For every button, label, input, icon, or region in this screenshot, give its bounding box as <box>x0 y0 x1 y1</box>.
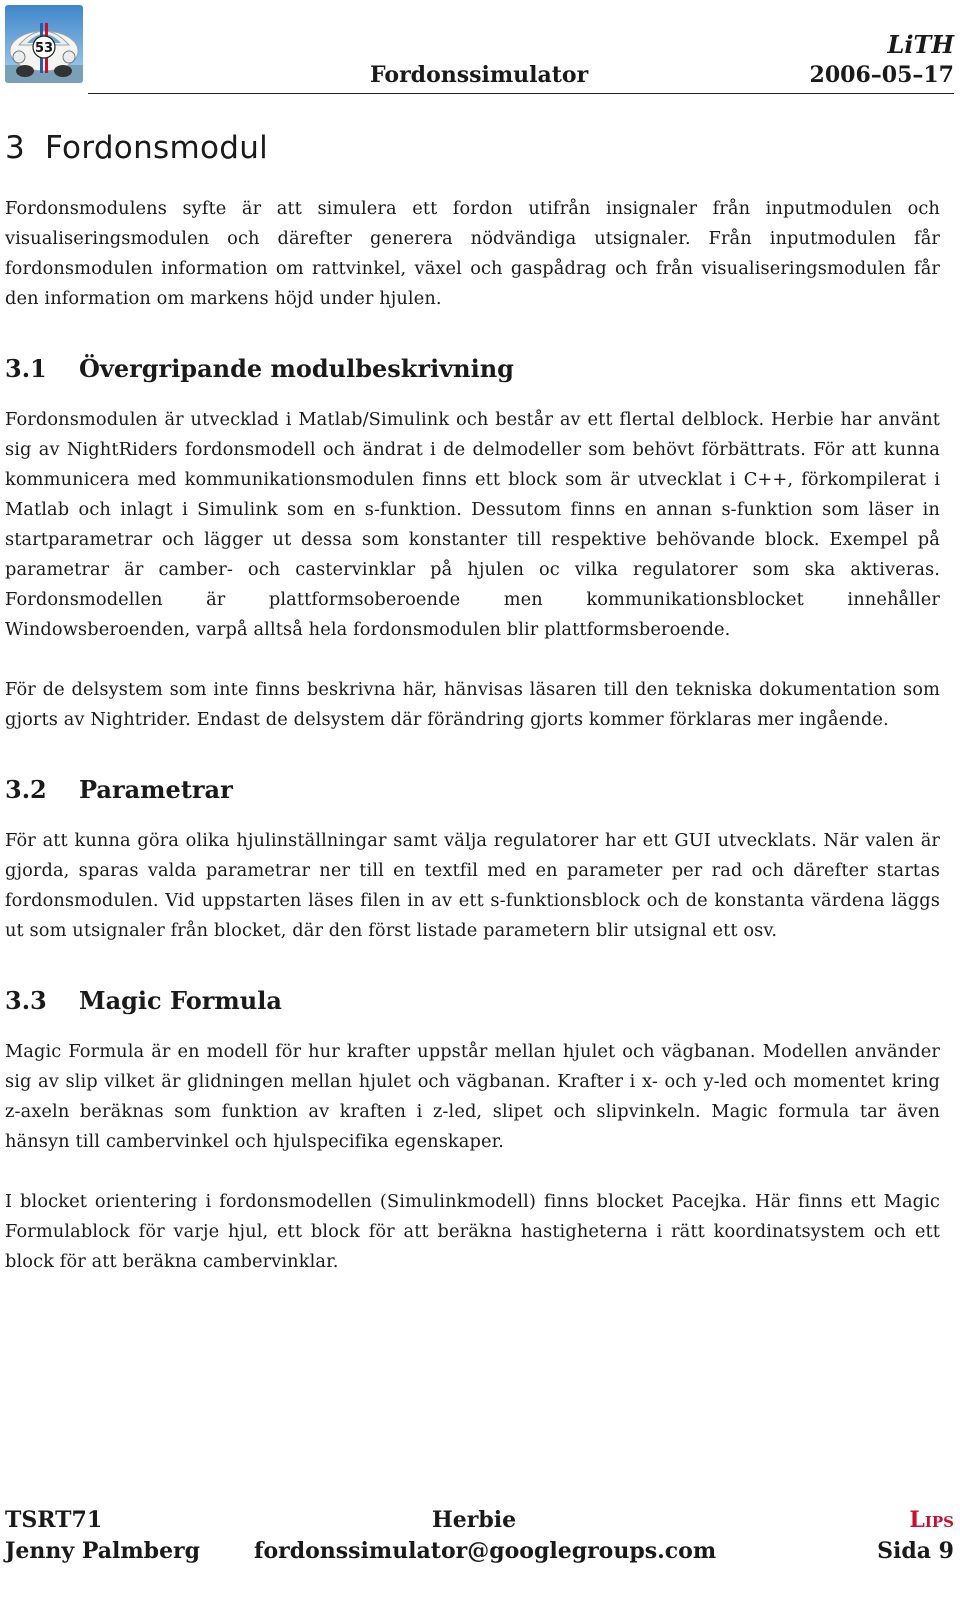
subsection-heading <box>5 354 940 383</box>
paragraph: För de delsystem som inte finns beskrivna här, hänvisas läsaren till den tekniska dokumentation som gjorts av Nightrider. Endast de delsystem där förändring gjorts kommer förklaras mer ingående. <box>5 679 940 730</box>
footer-org: Lips <box>909 1507 954 1533</box>
section-intro-paragraph: Fordonsmodulens syfte är att simulera ett fordon utifrån insignaler från inputmodulen och visualiseringsmodulen och därefter generera nödvändiga utsignaler. Från inputmodulen får fordonsmodulen information om rattvinkel, växel och gaspådrag och från visualiseringsmodulen får den information om markens höjd under hjulen. <box>5 198 940 309</box>
subsection-title: Parametrar <box>79 775 233 804</box>
section-title: Fordonsmodul <box>45 130 269 166</box>
page-header <box>0 62 960 94</box>
footer-course: TSRT71 <box>5 1507 103 1533</box>
paragraph: För att kunna göra olika hjulinställningar samt välja regulatorer har ett GUI utvecklats. När valen är gjorda, sparas valda parametrar ner till en textfil med en parameter per rad och därefter startas fordonsmodulen. Vid uppstarten läses filen in av ett s-funktionsblock och de konstanta värdena läggs ut som utsignaler från blocket, där den först listade parametern blir utsignal ett osv. <box>5 830 940 941</box>
subsection-number: 3.1 <box>5 354 47 383</box>
footer-project: Herbie <box>432 1507 517 1533</box>
section-number: 3 <box>5 130 26 166</box>
logo-badge-number: 53 <box>34 41 54 56</box>
subsection-number: 3.2 <box>5 775 47 804</box>
footer-page-number: Sida 9 <box>877 1538 954 1564</box>
subsection-number: 3.3 <box>5 986 47 1015</box>
section-heading <box>5 130 940 166</box>
footer-author: Jenny Palmberg <box>5 1538 201 1564</box>
header-title: Fordonssimulator <box>370 62 589 88</box>
header-date: 2006–05–17 <box>809 62 954 88</box>
document-body <box>5 130 940 1277</box>
subsection-heading <box>5 986 940 1015</box>
header-org: LiTH <box>887 30 954 59</box>
paragraph: Magic Formula är en modell för hur krafter uppstår mellan hjulet och vägbanan. Modellen använder sig av slip vilket är glidningen mellan hjulet och vägbanan. Krafter i x- och y-led och momentet kring z-axeln beräknas som funktion av kraften i z-led, slipet och slipvinkeln. Magic formula tar även hänsyn till cambervinkel och hjulspecifika egenskaper. <box>5 1041 940 1152</box>
subsection-title: Magic Formula <box>79 986 282 1015</box>
subsection-heading <box>5 775 940 804</box>
subsection-title: Övergripande modulbeskrivning <box>79 354 514 383</box>
page-footer <box>0 1507 960 1587</box>
footer-email: fordonssimulator@googlegroups.com <box>254 1538 717 1564</box>
header-divider <box>88 93 954 94</box>
paragraph: I blocket orientering i fordonsmodellen (Simulinkmodell) finns blocket Pacejka. Här finns ett Magic Formulablock för varje hjul, ett block för att beräkna hastigheterna i rätt koordinatsystem och ett block för att beräkna cambervinklar. <box>5 1191 940 1272</box>
paragraph: Fordonsmodulen är utvecklad i Matlab/Simulink och består av ett flertal delblock. Herbie har använt sig av NightRiders fordonsmodell och ändrat i de delmodeller som behövt förbättrats. För att kunna kommunicera med kommunikationsmodulen finns ett block som är utvecklat i C++, förkompilerat i Matlab och inlagt i Simulink som en s-funktion. Dessutom finns en annan s-funktion som läser in startparametrar och lägger ut dessa som konstanter till respektive behövande block. Exempel på parametrar är camber- och castervinklar på hjulen oc vilka regulatorer som ska aktiveras. Fordonsmodellen är plattformsoberoende men kommunikationsblocket innehåller Windowsberoenden, varpå alltså hela fordonsmodulen blir plattformsberoende. <box>5 409 940 640</box>
